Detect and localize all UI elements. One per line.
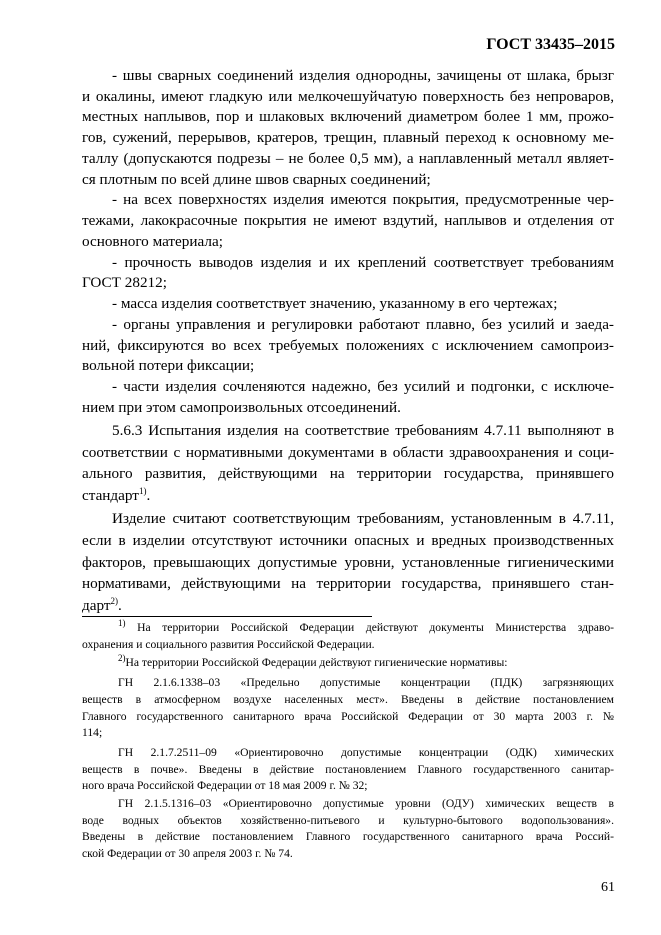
footnote-line: веществ в почве». Введены в действие постановлением Главного государственного санитар- <box>82 762 614 776</box>
body-line: ального развития, действующими на территории государства, принявшего <box>82 465 614 483</box>
footnote-line: Введены в действие постановлением Главного государственного санитарного врача Россий- <box>82 830 614 844</box>
body-line: нием при этом самопроизвольных отсоединений. <box>82 398 401 416</box>
body-line: - прочность выводов изделия и их креплений соответствует требованиям <box>112 253 614 271</box>
body-line: основного материала; <box>82 232 223 250</box>
body-line: ся плотным по всей длине швов сварных соединений; <box>82 170 431 188</box>
body-line: - органы управления и регулировки работают плавно, без усилий и заеда- <box>112 315 614 333</box>
body-line: - части изделия сочленяются надежно, без усилий и подгонки, с исключе- <box>112 377 614 395</box>
page-number: 61 <box>601 880 615 895</box>
body-line: нормативами, действующими на территории государства, принявшего стан- <box>82 575 614 593</box>
footnote-ref-1: 1) <box>138 485 147 496</box>
footnote-line: ГН 2.1.6.1338–03 «Предельно допустимые концентрации (ПДК) загрязняющих <box>118 676 614 690</box>
body-line: факторов, превышающих допустимые уровни, установленные гигиеническими <box>82 553 614 571</box>
body-line: гов, сужений, перерывов, кратеров, трещин, плавный переход к основному ме- <box>82 129 614 147</box>
body-line: тежами, лакокрасочные покрытия не имеют вздутий, наплывов и отделения от <box>82 212 614 230</box>
footnote-line: веществ в атмосферном воздухе населенных мест». Введены в действие постановлением <box>82 692 614 706</box>
document-header: ГОСТ 33435–2015 <box>486 36 615 53</box>
body-line: соответствии с нормативными документами в области здравоохранения и соци- <box>82 443 614 461</box>
footnote-line: ного врача Российской Федерации от 18 мая 2009 г. № 32; <box>82 779 368 793</box>
footnote-line: воде водных объектов хозяйственно-питьевого и культурно-бытового водопользования». <box>82 813 614 827</box>
body-line: вольной потери фиксации; <box>82 357 255 375</box>
body-line: - швы сварных соединений изделия однородны, зачищены от шлака, брызг <box>112 67 614 84</box>
footnote-separator <box>82 616 372 617</box>
body-line: 5.6.3 Испытания изделия на соответствие требованиям 4.7.11 выполняют в <box>112 422 614 440</box>
body-line: - на всех поверхностях изделия имеются покрытия, предусмотренные чер- <box>112 191 614 209</box>
footnote-line: $^{2)}$На территории Российской Федерации действуют гигиенические нормативы: <box>118 653 508 670</box>
footnote-line: Главного государственного санитарного врача Российской Федерации от 30 марта 2003 г. № <box>82 709 614 723</box>
footnote-line: охранения и социального развития Российской Федерации. <box>82 637 375 651</box>
body-line-with-footnote: стандарт$^{1)}$. <box>82 485 151 505</box>
footnote-line: ской Федерации от 30 апреля 2003 г. № 74. <box>82 847 293 860</box>
footnote-line: $^{1)}$ На территории Российской Федерации действуют документы Министерства здраво- <box>118 618 614 634</box>
body-line: Изделие считают соответствующим требованиям, установленным в 4.7.11, <box>112 510 614 528</box>
footnote-ref-2: 2) <box>110 595 118 606</box>
body-line: таллу (допускаются подрезы – не более 0,5 мм), а наплавленный металл являет- <box>82 149 614 167</box>
body-line: ний, фиксируются во всех требуемых положениях с исключением самопроиз- <box>82 336 614 354</box>
body-line: ГОСТ 28212; <box>82 274 167 292</box>
body-line: местных наплывов, пор и шлаковых включений диаметром более 1 мм, прожо- <box>82 108 614 126</box>
footnote-line: ГН 2.1.7.2511–09 «Ориентировочно допустимые концентрации (ОДК) химических <box>118 745 614 759</box>
footnote-line: 114; <box>82 726 103 740</box>
body-line: если в изделии отсутствуют источники опасных и вредных производственных <box>82 532 614 550</box>
body-line-with-footnote: дарт$^{2)}$. <box>82 595 122 614</box>
footnote-line: ГН 2.1.5.1316–03 «Ориентировочно допустимые уровни (ОДУ) химических веществ в <box>118 797 614 810</box>
body-line: и окалины, имеют гладкую или мелкочешуйчатую поверхность без непроваров, <box>82 87 614 105</box>
body-line: - масса изделия соответствует значению, указанному в его чертежах; <box>112 295 558 313</box>
